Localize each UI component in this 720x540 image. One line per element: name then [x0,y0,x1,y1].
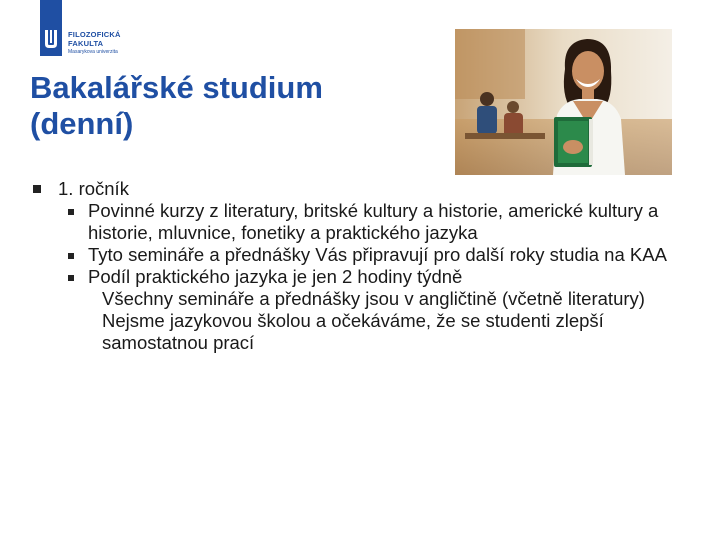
square-bullet-icon [68,209,74,215]
square-bullet-icon [68,275,74,281]
slide-title [30,70,410,142]
student-photo [455,29,672,175]
sub-bullet-seminars [30,244,670,266]
logo-wordmark [68,30,121,48]
logo-emblem [40,0,62,56]
bullet-list [30,178,670,354]
note-text: Nejsme jazykovou školou a očekáváme, že se studenti zlepší samostatnou prací [102,310,604,353]
note-english [30,288,670,310]
note-text: Všechny semináře a přednášky jsou v angličtině (včetně literatury) [102,288,645,309]
sub-bullet-language-share [30,266,670,288]
logo-line-2: FAKULTA [68,39,104,48]
note-language-school [30,310,670,354]
bullet-item-first-year [30,178,670,200]
sub-bullet-text: Tyto semináře a přednášky Vás připravují pro další roky studia na KAA [88,244,667,265]
sub-bullet-text: Povinné kurzy z literatury, britské kultury a historie, americké kultury a historie, mluvnice, fonetiky a praktického jazyka [88,200,659,243]
sub-bullet-text: Podíl praktického jazyka je jen 2 hodiny týdně [88,266,463,287]
sub-bullet-courses [30,200,670,244]
logo-subtitle: Masarykova univerzita [68,49,118,55]
logo-line-1: FILOZOFICKÁ [68,30,121,39]
slide-title-line-1: Bakalářské studium [30,70,323,105]
square-bullet-icon [33,185,41,193]
square-bullet-icon [68,253,74,259]
bullet-text: 1. ročník [58,178,129,199]
slide-title-line-2: (denní) [30,106,134,141]
faculty-logo [40,0,140,58]
